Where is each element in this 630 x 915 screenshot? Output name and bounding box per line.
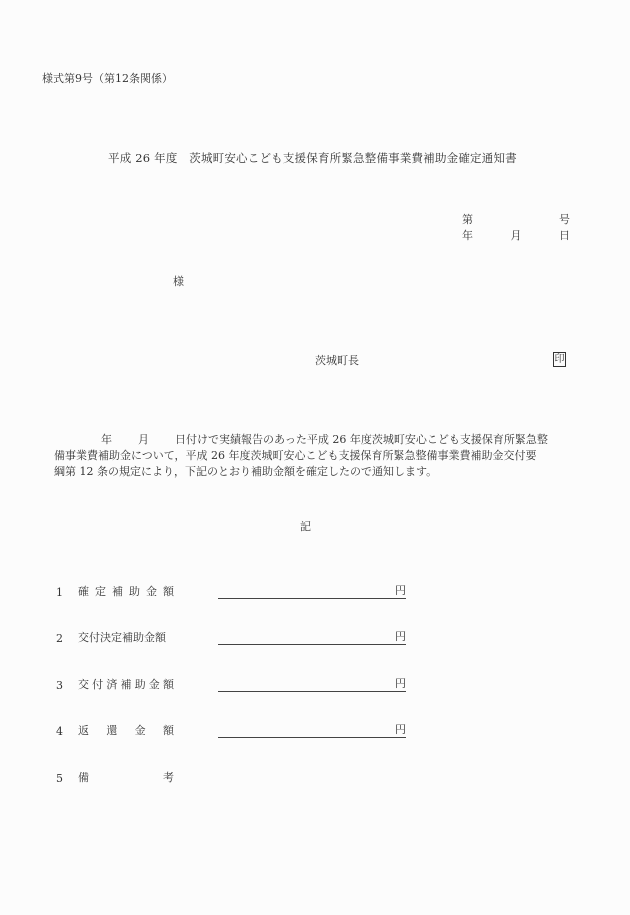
item-label: 確 定 補 助 金 額	[78, 585, 174, 598]
item-label: 備 考	[78, 771, 174, 784]
amount-field[interactable]	[218, 584, 406, 599]
date-year: 年	[462, 229, 473, 242]
amount-field[interactable]	[218, 677, 406, 692]
date-month: 月	[510, 229, 522, 242]
addressee-suffix: 様	[173, 275, 184, 288]
date-day: 日	[559, 229, 570, 242]
yen-unit: 円	[395, 677, 406, 690]
form-number: 様式第9号（第12条関係）	[42, 72, 173, 85]
item-number: 1	[56, 586, 63, 599]
document-date-line	[462, 227, 570, 243]
item-remarks	[56, 769, 174, 785]
document-number-line	[462, 211, 570, 227]
item-number: 2	[56, 632, 63, 645]
item-number: 5	[56, 772, 63, 785]
yen-unit: 円	[395, 723, 406, 736]
item-grant-decision-amount	[56, 629, 406, 645]
item-confirmed-amount	[56, 583, 406, 599]
body-month: 月	[138, 433, 149, 446]
amount-field[interactable]	[218, 630, 406, 645]
body-line-3: 綱第 12 条の規定により，下記のとおり補助金額を確定したので通知します。	[54, 465, 438, 478]
item-granted-amount	[56, 676, 406, 692]
body-year: 年	[101, 433, 112, 446]
sender-name: 茨城町長	[315, 354, 359, 367]
body-paragraph	[54, 432, 576, 480]
number-prefix: 第	[462, 213, 473, 226]
item-label: 返 還 金 額	[78, 724, 174, 737]
number-suffix: 号	[559, 213, 570, 226]
item-label: 交付決定補助金額	[78, 631, 166, 644]
yen-unit: 円	[395, 630, 406, 643]
seal-stamp-icon: 印	[554, 354, 565, 365]
body-line-2: 備事業費補助金について，平成 26 年度茨城町安心こども支援保育所緊急整備事業費補助金交付要	[54, 449, 537, 462]
item-number: 4	[56, 725, 63, 738]
item-label: 交 付 済 補 助 金 額	[78, 678, 174, 691]
amount-field[interactable]	[218, 723, 406, 738]
yen-unit: 円	[395, 584, 406, 597]
body-line-1	[54, 432, 576, 448]
document-title: 平成 26 年度 茨城町安心こども支援保育所緊急整備事業費補助金確定通知書	[108, 151, 517, 165]
item-refund-amount	[56, 722, 406, 738]
ki-heading: 記	[300, 520, 311, 533]
body-line-1-rest: 日付けで実績報告のあった平成 26 年度茨城町安心こども支援保育所緊急整	[175, 433, 548, 446]
item-number: 3	[56, 679, 63, 692]
